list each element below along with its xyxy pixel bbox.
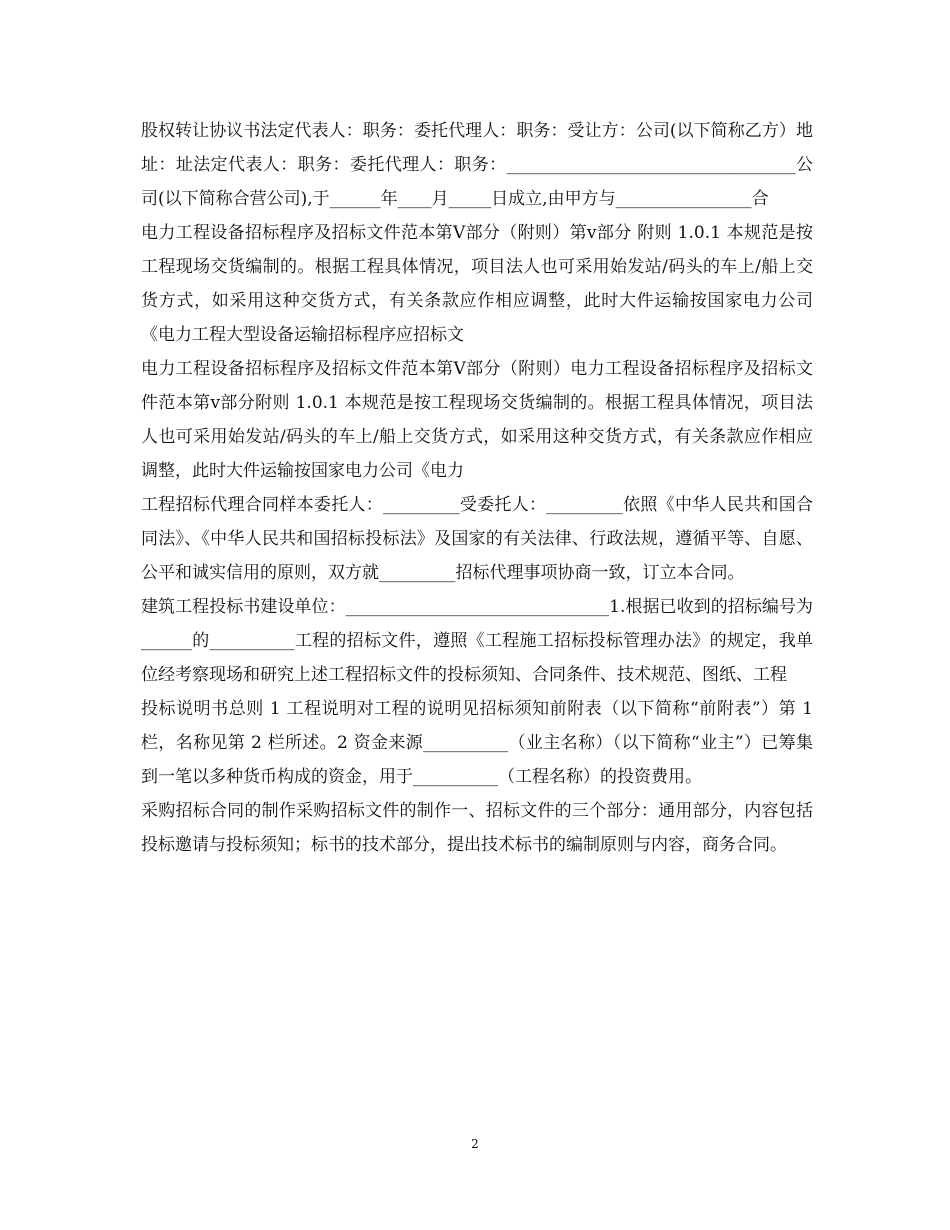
paragraph-bid-instructions: 投标说明书总则 1 工程说明对工程的说明见招标须知前附表（以下简称“前附表”）第 1 栏，名称见第 2 栏所述。2 资金来源__________（业主名称）（以下简称“业主”）已筹集到一笔以多种货币构成的资金，用于__________（工程名称）的投资费用。: [141, 699, 813, 787]
paragraph-power-equipment-tender-1: 电力工程设备招标程序及招标文件范本第V部分（附则）第v部分 附则 1.0.1 本规范是按工程现场交货编制的。根据工程具体情况，项目法人也可采用始发站/码头的车上/船上交货方式，如采用这种交货方式，有关条款应作相应调整，此时大件运输按国家电力公司《电力工程大型设备运输招标程序应招标文: [141, 223, 813, 345]
paragraph-equity-transfer: 股权转让协议书法定代表人：职务：委托代理人：职务：受让方：公司(以下简称乙方）地址：址法定代表人：职务：委托代理人：职务：__________________________________公司(以下简称合营公司),于______年____月_____日成立,由甲方与________________合: [141, 121, 813, 209]
document-body: [141, 114, 813, 862]
paragraph-power-equipment-tender-2: 电力工程设备招标程序及招标文件范本第V部分（附则）电力工程设备招标程序及招标文件范本第v部分附则 1.0.1 本规范是按工程现场交货编制的。根据工程具体情况，项目法人也可采用始发站/码头的车上/船上交货方式，如采用这种交货方式，有关条款应作相应调整，此时大件运输按国家电力公司《电力: [141, 359, 813, 481]
paragraph-tender-agency-contract: 工程招标代理合同样本委托人：_________受委托人：_________依照《中华人民共和国合同法》、《中华人民共和国招标投标法》及国家的有关法律、行政法规，遵循平等、自愿、公平和诚实信用的原则，双方就_________招标代理事项协商一致，订立本合同。: [141, 495, 813, 583]
paragraph-procurement-contract: 采购招标合同的制作采购招标文件的制作一、招标文件的三个部分：通用部分，内容包括投标邀请与投标须知；标书的技术部分，提出技术标书的编制原则与内容，商务合同。: [141, 801, 813, 855]
page-number: 2: [471, 1137, 479, 1151]
paragraph-construction-bid: 建筑工程投标书建设单位：_______________________________1.根据已收到的招标编号为______的__________工程的招标文件，遵照《工程施工招标投标管理办法》的规定，我单位经考察现场和研究上述工程招标文件的投标须知、合同条件、技术规范、图纸、工程: [141, 597, 813, 685]
